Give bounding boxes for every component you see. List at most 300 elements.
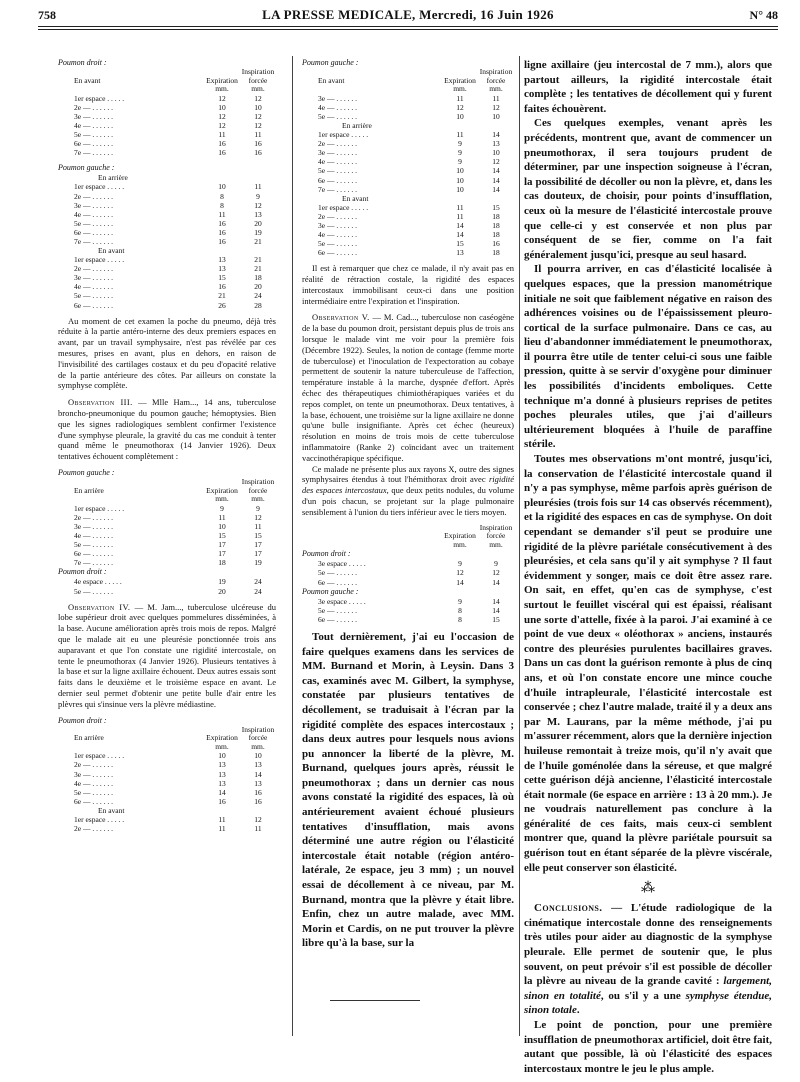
inspiration-value: 20 (254, 282, 262, 292)
column-divider (519, 56, 520, 1036)
table-row (58, 148, 276, 157)
expiration-value: 17 (218, 540, 226, 550)
inspiration-value: 12 (254, 111, 262, 121)
observation-label: Observation III. (68, 397, 133, 408)
expiration-value: 8 (220, 200, 224, 210)
space-label: 6e — . . . . . . (318, 577, 357, 587)
unit-label: mm. (251, 84, 265, 94)
inspiration-value: 24 (254, 577, 262, 587)
space-label: 2e — . . . . . . (74, 824, 113, 834)
space-label: 2e — . . . . . . (74, 512, 113, 522)
paragraph: Tout dernièrement, j'ai eu l'occasion de faire quelques examens dans les services de MM. Burnand et Morin, à Leysin. Dans 3 cas, examinés avec M. Gilbert, la symphyse, constatée par plusieurs tentatives de décollement, se traduisait à l'écran par la rigidité complète des espaces intercostaux ; dans deux autres pour lesquels nous avions pu annoncer la liberté de la plèvre, M. Burnand, quelques jours après, réussit le pneumothorax ; dans un dernier cas nous avons constaté la rigidité des espaces, là où antérieurement avaient échoué plusieurs tentatives d'insufflation, mais avons déterminé une autre région ou l'élasticité intercostale était notable (région antéro-latérale, 2e espace, jeu 3 mm) ; un nouvel essai de décollement à ce niveau, par M. Burnand, montra que la plèvre y était libre. Enfin, chez un autre malade, avec MM. Morin et Cardis, on ne put trouver la plèvre libre qu'à la base, sur la (302, 630, 514, 950)
inspiration-value: 14 (492, 605, 500, 615)
space-label: 6e — . . . . . . (74, 549, 113, 559)
measurement-table (302, 203, 514, 258)
conclusions-label: Conclusions. (534, 902, 603, 915)
inspiration-value: 14 (254, 769, 262, 779)
inspiration-value: 12 (492, 568, 500, 578)
table-row (302, 112, 514, 121)
space-label: 6e — . . . . . . (74, 796, 113, 806)
expiration-value: 14 (456, 220, 464, 230)
page-header (38, 2, 778, 26)
space-label: 1er espace . . . . . (74, 182, 125, 192)
inspiration-value: 15 (492, 614, 500, 624)
expiration-value: 12 (456, 102, 464, 112)
space-label: 2e — . . . . . . (74, 760, 113, 770)
lung-label: Poumon gauche : (302, 586, 359, 596)
expiration-value: 11 (218, 814, 226, 824)
space-label: 5e — . . . . . . (74, 291, 113, 301)
end-rule (330, 1000, 420, 1001)
paragraph: Au moment de cet examen la poche du pneumo, déjà très réduite à la partie antéro-interne des deux premiers espaces en avant, par un travail symphysaire, n'est pas révélée par ces mesures, prises en avant, plus en dehors, en raison de l'invisibilité des cartilages costaux et du peu d'opacité relative de la partie antérieure des côtes. Par ailleurs on constate la symphyse complète. (58, 315, 276, 391)
table-row (302, 130, 514, 139)
lung-label: Poumon droit : (302, 549, 351, 559)
space-label: 5e — . . . . . . (318, 239, 357, 249)
space-label: 4e — . . . . . . (74, 209, 113, 219)
table-row (58, 824, 276, 833)
table-row (302, 568, 514, 577)
expiration-value: 8 (220, 191, 224, 201)
table-row (58, 103, 276, 112)
lung-label: Poumon droit : (58, 567, 107, 577)
space-label: 2e — . . . . . . (318, 139, 357, 149)
expiration-value: 14 (456, 577, 464, 587)
side-label: En arrière (342, 121, 372, 131)
table-row (302, 615, 514, 624)
header-expiration: Expiration (206, 75, 238, 85)
expiration-value: 12 (218, 121, 226, 131)
text-run: , ou s'il y a une (600, 989, 686, 1002)
observation-5 (302, 312, 514, 463)
inspiration-value: 16 (254, 796, 262, 806)
table-row (302, 157, 514, 166)
lung-label: Poumon gauche : (58, 468, 115, 478)
header-side: En avant (318, 75, 345, 85)
expiration-value: 13 (218, 769, 226, 779)
table-row (58, 139, 276, 148)
header-side: En arrière (74, 733, 104, 743)
table-row (58, 112, 276, 121)
measurement-table (58, 478, 276, 567)
inspiration-value: 15 (254, 531, 262, 541)
paragraph: ligne axillaire (jeu intercostal de 7 mm.), alors que partout ailleurs, la rigidité intercostale était complète ; les tentatives de décollement qui y furent faites échouèrent. (524, 59, 772, 115)
text-run: . (576, 1004, 580, 1017)
table-row (58, 531, 276, 540)
table-row (58, 587, 276, 596)
table-row (58, 540, 276, 549)
italic-text: rigidité des espaces intercostaux (302, 474, 514, 496)
space-label: 5e — . . . . . . (74, 130, 113, 140)
unit-label: mm. (215, 494, 229, 504)
lung-label: Poumon droit : (58, 58, 107, 67)
space-label: 5e — . . . . . . (74, 787, 113, 797)
observation-text: — Mlle Ham..., 14 ans, tuberculose broncho-pneumonique du poumon gauche; hémoptysies. Bien que les signes radiologiques semblent confirmer l'existence d'une symphyse pleurale, la gravité du cas me conduit à tenter quand même le pneumothorax (14 Janvier 1926). Deux tentatives échouent complètement : (58, 397, 276, 462)
space-label: 3e — . . . . . . (74, 273, 113, 283)
table-row (302, 597, 514, 606)
expiration-value: 26 (218, 300, 226, 310)
space-label: 1er espace . . . . . (318, 202, 369, 212)
expiration-value: 11 (456, 211, 464, 221)
table-row (58, 291, 276, 300)
header-expiration: Expiration (206, 485, 238, 495)
inspiration-value: 11 (492, 93, 500, 103)
inspiration-value: 12 (254, 93, 262, 103)
paragraph (302, 464, 514, 518)
table-row (302, 148, 514, 157)
inspiration-value: 13 (254, 209, 262, 219)
table-row (58, 558, 276, 567)
inspiration-value: 13 (254, 760, 262, 770)
table-row (58, 760, 276, 769)
inspiration-value: 16 (254, 148, 262, 158)
lung-label: Poumon gauche : (58, 163, 115, 173)
paragraph: Il est à remarquer que chez ce malade, il n'y avait pas en réalité de rétraction costale, la rigidité des espaces intercostaux immobilisant ceux-ci dans une position intermédiaire entre l'expiration et l'inspiration. (302, 263, 514, 306)
inspiration-value: 9 (256, 503, 260, 513)
expiration-value: 8 (458, 605, 462, 615)
observation-3 (58, 397, 276, 462)
header-forced: forcée (248, 733, 268, 743)
inspiration-value: 12 (492, 157, 500, 167)
unit-label: mm. (489, 539, 503, 549)
table-row (58, 130, 276, 139)
inspiration-value: 24 (254, 586, 262, 596)
table-row (58, 577, 276, 586)
table-row (58, 522, 276, 531)
space-label: 2e — . . . . . . (74, 264, 113, 274)
inspiration-value: 21 (254, 237, 262, 246)
space-label: 6e — . . . . . . (318, 614, 357, 624)
header-rule-2 (38, 29, 778, 30)
expiration-value: 10 (218, 102, 226, 112)
unit-label: mm. (453, 84, 467, 94)
space-label: 1er espace . . . . . (74, 93, 125, 103)
expiration-value: 13 (218, 760, 226, 770)
expiration-value: 10 (218, 182, 226, 192)
expiration-value: 16 (218, 218, 226, 228)
table-row (58, 219, 276, 228)
table-row (58, 210, 276, 219)
header-expiration: Expiration (206, 733, 238, 743)
inspiration-value: 28 (254, 300, 262, 310)
table-row (58, 549, 276, 558)
expiration-value: 11 (218, 130, 226, 140)
expiration-value: 15 (218, 273, 226, 283)
observation-label: Observation V. (312, 312, 370, 323)
expiration-value: 9 (458, 139, 462, 149)
header-forced: forcée (486, 75, 506, 85)
measurement-table (58, 68, 276, 157)
table-row (302, 166, 514, 175)
expiration-value: 9 (458, 596, 462, 606)
header-inspiration: Inspiration (241, 67, 275, 76)
inspiration-value: 12 (492, 102, 500, 112)
expiration-value: 9 (458, 157, 462, 167)
space-label: 4e — . . . . . . (74, 778, 113, 788)
expiration-value: 20 (218, 586, 226, 596)
table-row (58, 815, 276, 824)
expiration-value: 16 (218, 139, 226, 149)
table-row (302, 559, 514, 568)
inspiration-value: 13 (492, 139, 500, 149)
inspiration-value: 12 (254, 814, 262, 824)
table-row (58, 797, 276, 806)
table-row (58, 282, 276, 291)
column-1 (58, 58, 276, 1080)
header-side: En arrière (74, 485, 104, 495)
space-label: 3e — . . . . . . (74, 200, 113, 210)
space-label: 4e — . . . . . . (318, 102, 357, 112)
inspiration-value: 14 (492, 166, 500, 176)
space-label: 3e espace . . . . . (318, 596, 366, 606)
measurement-table (58, 815, 276, 833)
measurement-table (302, 130, 514, 194)
space-label: 2e — . . . . . . (74, 191, 113, 201)
unit-label: mm. (251, 741, 265, 751)
expiration-value: 21 (218, 291, 226, 301)
table-row (302, 139, 514, 148)
expiration-value: 10 (218, 521, 226, 531)
inspiration-value: 18 (254, 273, 262, 283)
space-label: 5e — . . . . . . (74, 218, 113, 228)
header-forced: forcée (486, 531, 506, 541)
space-label: 1er espace . . . . . (74, 814, 125, 824)
table-row (58, 273, 276, 282)
inspiration-value: 10 (254, 102, 262, 112)
table-row (302, 606, 514, 615)
inspiration-value: 16 (254, 787, 262, 797)
table-row (302, 221, 514, 230)
column-2 (302, 58, 514, 1080)
inspiration-value: 14 (492, 184, 500, 194)
table-row (302, 239, 514, 248)
asterism: ⁂ (641, 881, 655, 897)
expiration-value: 12 (456, 568, 464, 578)
measurement-table (58, 255, 276, 310)
observation-text: — M. Jam..., tuberculose ulcéreuse du lobe supérieur droit avec quelques pommelures disséminées, à la base. Aucune amélioration après trois mois de repos. Malgré que le malade ait eu une pleurésie ponctionnée trois ans auparavant et que l'on constate une rigidité intercostale, on tente le pneumothorax (4 Janvier 1926). Plusieurs tentatives à la base et sur la ligne axillaire échouent. Deux autres essais sont faits dans le deuxième et le troisième espace en avant. Le dernier seul permet d'obtenir une petite bulle d'air entre les plèvres qui s'insinue vers la plèvre médiastine. (58, 601, 276, 709)
measurement-table (302, 597, 514, 624)
inspiration-value: 17 (254, 549, 262, 559)
space-label: 2e — . . . . . . (74, 102, 113, 112)
expiration-value: 11 (456, 130, 464, 140)
header-expiration: Expiration (444, 531, 476, 541)
page-number: 758 (38, 8, 56, 22)
header-forced: forcée (248, 485, 268, 495)
inspiration-value: 14 (492, 130, 500, 140)
paragraph: Il pourra arriver, en cas d'élasticité localisée à quelques espaces, que la pression manométrique initiale ne soit que faiblement négative en raison des adhérences voisines ou de l'épaississement pleuro-cortical de la surface pulmonaire. Dans ce cas, au lieu d'abandonner immédiatement le pneumothorax, il pourra être utile de tenter celui-ci sous une faible pression, quitte à se servir d'oxygène pour diminuer les possibilités d'incidents emboliques. Cette technique m'a donné à plusieurs reprises de petites poches pleurales utiles, que j'ai d'ailleurs ultérieurement bloquées à l'huile de paraffine stérile. (524, 263, 772, 451)
space-label: 5e — . . . . . . (318, 111, 357, 121)
inspiration-value: 24 (254, 291, 262, 301)
header-inspiration: Inspiration (241, 477, 275, 487)
measurement-table (58, 182, 276, 246)
expiration-value: 9 (458, 559, 462, 569)
inspiration-value: 21 (254, 255, 262, 265)
inspiration-value: 15 (492, 202, 500, 212)
space-label: 2e — . . . . . . (318, 211, 357, 221)
observation-4 (58, 602, 276, 710)
space-label: 4e — . . . . . . (318, 157, 357, 167)
space-label: 5e — . . . . . . (318, 605, 357, 615)
inspiration-value: 21 (254, 264, 262, 274)
expiration-value: 16 (218, 796, 226, 806)
space-label: 3e — . . . . . . (74, 769, 113, 779)
expiration-value: 13 (456, 248, 464, 258)
table-row (58, 237, 276, 246)
journal-title: LA PRESSE MEDICALE, Mercredi, 16 Juin 1926 (262, 7, 554, 22)
expiration-value: 10 (218, 751, 226, 761)
expiration-value: 17 (218, 549, 226, 559)
inspiration-value: 12 (254, 200, 262, 210)
inspiration-value: 19 (254, 558, 262, 568)
inspiration-value: 16 (254, 139, 262, 149)
observation-label: Observation IV. (68, 601, 131, 612)
expiration-value: 15 (456, 239, 464, 249)
inspiration-value: 14 (492, 175, 500, 185)
space-label: 3e espace . . . . . (318, 559, 366, 569)
table-row (302, 176, 514, 185)
paragraph: Ces quelques exemples, venant après les précédents, montrent que, avant de commencer un pneumothorax, il sera toujours prudent de déterminer, par une inspection soigneuse à l'écran, la possibilité de décoller ou non la plèvre, et, dans les cas douteux, de choisir, pour points d'insufflation, ceux où la mesure de l'élasticité intercostale prouve que celle-ci y est conservée et non plus par conséquent de se fier, comme on l'a fait généralement jusqu'ici, presque au seul hasard. (524, 117, 772, 261)
space-label: 4e — . . . . . . (74, 531, 113, 541)
space-label: 3e — . . . . . . (74, 521, 113, 531)
inspiration-value: 14 (492, 596, 500, 606)
table-row (58, 751, 276, 760)
space-label: 5e — . . . . . . (74, 586, 113, 596)
measurement-table (302, 524, 514, 550)
lung-label: Poumon gauche : (302, 58, 359, 67)
table-row (302, 248, 514, 257)
inspiration-value: 12 (254, 121, 262, 131)
table-row (58, 228, 276, 237)
italic-text: largement, sinon en totalité (524, 975, 772, 1002)
table-row (302, 185, 514, 194)
table-row (302, 230, 514, 239)
inspiration-value: 12 (254, 512, 262, 522)
expiration-value: 11 (218, 512, 226, 522)
measurement-table (302, 559, 514, 586)
inspiration-value: 10 (492, 148, 500, 158)
italic-text: symphyse étendue, sinon totale (524, 989, 772, 1017)
space-label: 5e — . . . . . . (74, 540, 113, 550)
header-rule (38, 26, 778, 27)
inspiration-value: 17 (254, 540, 262, 550)
table-row (302, 203, 514, 212)
header-expiration: Expiration (444, 75, 476, 85)
space-label: 5e — . . . . . . (318, 568, 357, 578)
inspiration-value: 10 (254, 751, 262, 761)
space-label: 7e — . . . . . . (74, 237, 113, 246)
expiration-value: 11 (218, 824, 226, 834)
expiration-value: 16 (218, 237, 226, 246)
table-row (302, 578, 514, 587)
table-row (58, 779, 276, 788)
observation-text: — M. Cad..., tuberculose non caséogène de la base du poumon droit, persistant depuis plus de trois ans lorsque le malade vint me voir pour la première fois (Décembre 1922). Seules, la notion de contage (femme morte de tuberculose) et l'inoculation de l'expectoration au cobaye permettent de soutenir la nature tuberculeuse de l'affection, température instable à la marche, dyspnée d'effort. Après échec des thérapeutiques chimiothérapiques variées et du repos complet, on tente un pneumothorax. Deux tentatives, à la base, échouent, une troisième sur la ligne axillaire ne donne qu'une bulle insignifiante. Après cet échec (heureux) résolution en moins de trois mois de cette tuberculose inflammatoire (Ranke 2) coïncidant avec un traitement vaccinothérapique spécifique. (302, 312, 514, 463)
inspiration-value: 19 (254, 227, 262, 237)
table-row (58, 788, 276, 797)
expiration-value: 13 (218, 264, 226, 274)
expiration-value: 12 (218, 111, 226, 121)
expiration-value: 11 (456, 202, 464, 212)
inspiration-value: 9 (494, 559, 498, 569)
expiration-value: 11 (218, 209, 226, 219)
paragraph: Toutes mes observations m'ont montré, jusqu'ici, la conservation de l'élasticité intercostale quand il n'y a pas symphyse, même parfois après guérison de pleurésies (trois fois sur 14 cas observés récemment), et la rigidité des espaces en cas de symphyse. On doit cependant se demander s'il peut se produire une rigidité de la plèvre pariétale consécutivement à des pleurésies, et cela sans qu'il y ait symphyse ? Il faut évidemment y songer, mais ce doit être assez rare. On sait, en effet, qu'en cas de symphyse, c'est surtout le feuillet viscéral qui est épaissi, réalisant une sorte d'attelle, fixée à la paroi. J'ai examiné à ce point de vue deux « oléothorax » anciens, instaurés contre des pleurésies purulentes bacillaires graves. Dans un cas dont la guérison remonte à plus de cinq ans, et où l'on constate encore une mince couche d'huile intrapleurale, l'élasticité intercostale est conservée ; chez l'autre malade, traité il y a deux ans par M. Laurans, par la même méthode, j'ai pu m'assurer récemment, alors que la dernière injection huileuse remontait à treize mois, qu'il n'y avait que de l'huile goménolée dans la séreuse, et que malgré cette guérison déjà ancienne, l'élasticité intercostale était normale (6e espace en arrière : 13 à 20 mm.). Je ne voudrais naturellement pas conclure à la généralité de ces faits, mais ceux-ci semblent montrer que, quand la plèvre pariétale poursuit sa guérison tout en étant séparée de la plèvre viscérale, elle peut conserver son élasticité. (524, 453, 772, 874)
inspiration-value: 11 (254, 182, 262, 192)
side-label: En avant (98, 805, 125, 815)
expiration-value: 14 (218, 787, 226, 797)
space-label: 4e espace . . . . . (74, 577, 122, 587)
space-label: 6e — . . . . . . (318, 175, 357, 185)
unit-label: mm. (453, 539, 467, 549)
unit-label: mm. (251, 494, 265, 504)
table-row (58, 121, 276, 130)
inspiration-value: 14 (492, 577, 500, 587)
text-run: Ce malade ne présente plus aux rayons X, outre des signes symphysaires étendus à tout l'hémithorax droit avec (302, 463, 514, 485)
issue-number: N° 48 (749, 8, 778, 22)
space-label: 1er espace . . . . . (74, 255, 125, 265)
text-run: , que deux petits nodules, du volume d'un pois chacun, se projetant sur la plage pulmonaire sensiblement à l'union du tiers inférieur avec le tiers moyen. (302, 485, 514, 517)
expiration-value: 16 (218, 282, 226, 292)
space-label: 3e — . . . . . . (318, 148, 357, 158)
table-row (58, 94, 276, 103)
expiration-value: 8 (458, 614, 462, 624)
space-label: 5e — . . . . . . (318, 166, 357, 176)
expiration-value: 11 (456, 93, 464, 103)
measurement-table (302, 68, 514, 121)
unit-label: mm. (215, 84, 229, 94)
space-label: 6e — . . . . . . (74, 227, 113, 237)
inspiration-value: 20 (254, 218, 262, 228)
space-label: 3e — . . . . . . (318, 93, 357, 103)
inspiration-value: 11 (254, 521, 262, 531)
side-label: En arrière (98, 173, 128, 183)
space-label: 7e — . . . . . . (74, 148, 113, 158)
inspiration-value: 16 (492, 239, 500, 249)
side-label: En avant (342, 193, 369, 203)
space-label: 4e — . . . . . . (74, 121, 113, 131)
space-label: 3e — . . . . . . (318, 220, 357, 230)
expiration-value: 16 (218, 227, 226, 237)
inspiration-value: 18 (492, 248, 500, 258)
inspiration-value: 13 (254, 778, 262, 788)
expiration-value: 10 (456, 184, 464, 194)
text-run: — L'étude radiologique de la cinématique intercostale donne des renseignements très utiles pour aider au diagnostic de la symphyse pleurale. Elle permet de soutenir que, le plus souvent, on peut prévoir s'il est possible de décoller la plèvre au niveau de la grande cavité : (524, 902, 772, 988)
expiration-value: 18 (218, 558, 226, 568)
header-inspiration: Inspiration (479, 522, 513, 532)
table-row (302, 212, 514, 221)
space-label: 3e — . . . . . . (74, 111, 113, 121)
space-label: 1er espace . . . . . (74, 503, 125, 513)
unit-label: mm. (215, 741, 229, 751)
table-row (58, 770, 276, 779)
space-label: 7e — . . . . . . (74, 558, 113, 568)
inspiration-value: 18 (492, 220, 500, 230)
table-row (58, 301, 276, 310)
space-label: 4e — . . . . . . (318, 230, 357, 239)
inspiration-value: 18 (492, 230, 500, 239)
table-row (58, 504, 276, 513)
table-row (58, 192, 276, 201)
table-row (58, 513, 276, 522)
measurement-table (58, 726, 276, 806)
space-label: 1er espace . . . . . (74, 751, 125, 761)
space-label: 6e — . . . . . . (74, 139, 113, 149)
lung-label: Poumon droit : (58, 715, 107, 725)
space-label: 4e — . . . . . . (74, 282, 113, 292)
column-divider (292, 56, 293, 1036)
paragraph: Le point de ponction, pour une première insufflation de pneumothorax artificiel, doit être fait, autant que possible, là où l'élasticité des espaces intercostaux montre le jeu le plus ample. (524, 1019, 772, 1075)
table-row (302, 103, 514, 112)
table-row (302, 94, 514, 103)
space-label: 7e — . . . . . . (318, 184, 357, 194)
space-label: 6e — . . . . . . (318, 248, 357, 258)
